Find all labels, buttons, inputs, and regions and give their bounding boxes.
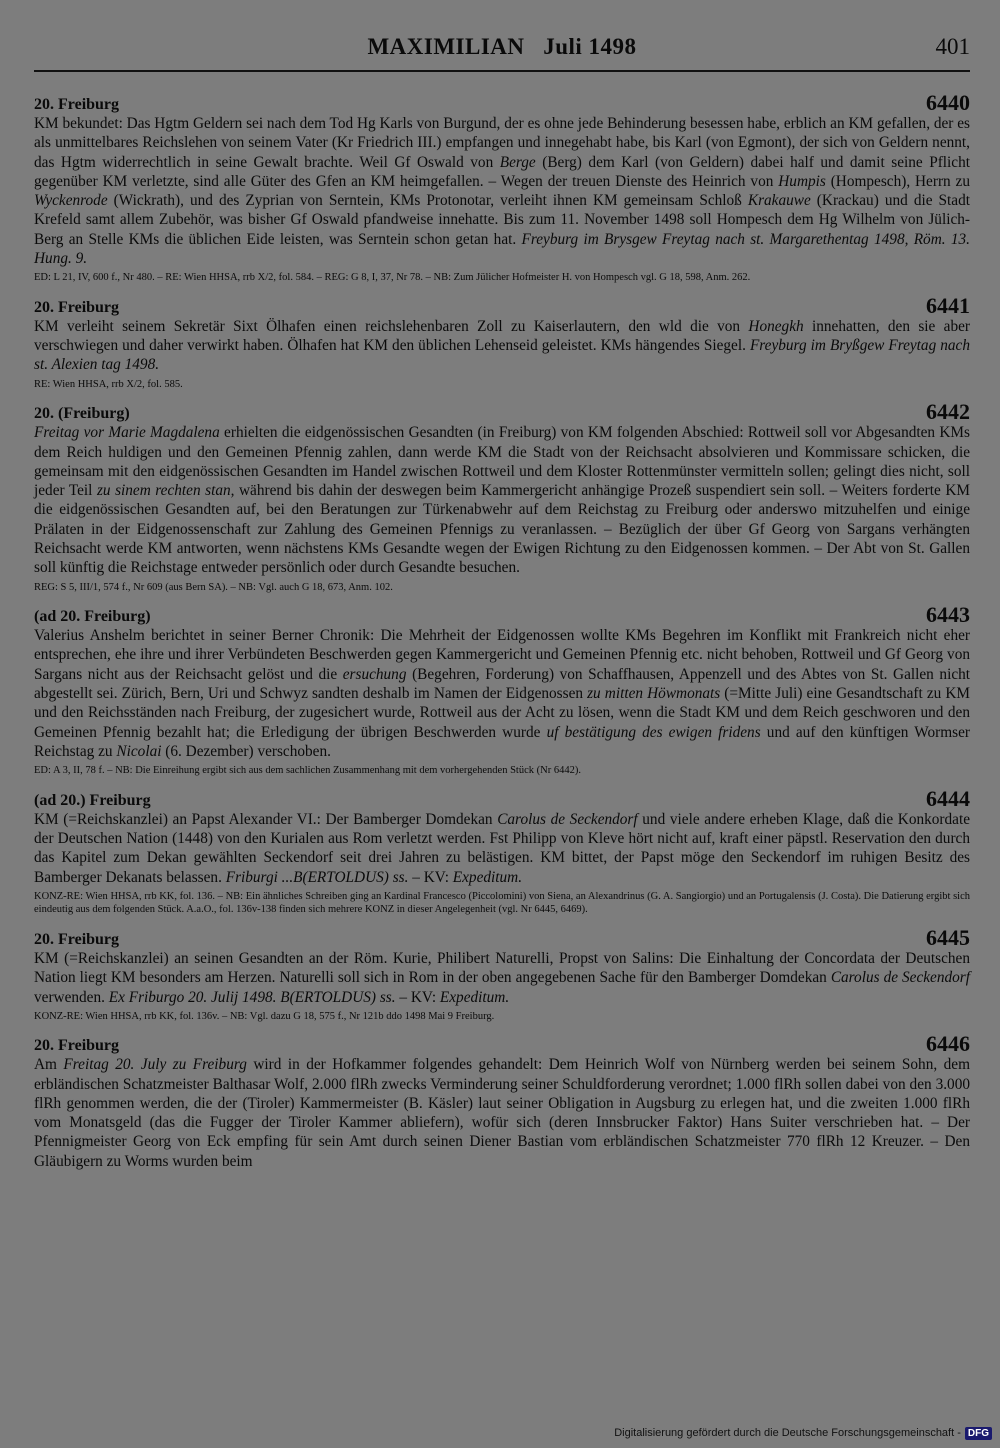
entry-6440 bbox=[34, 92, 970, 285]
running-title: MAXIMILIAN Juli 1498 bbox=[367, 34, 637, 59]
entry-heading bbox=[34, 604, 970, 626]
page-content bbox=[34, 92, 970, 1181]
entry-6444 bbox=[34, 785, 970, 917]
entry-date-place: 20. (Freiburg) bbox=[34, 405, 130, 423]
entry-source-note: ED: A 3, II, 78 f. – NB: Die Einreihung ergibt sich aus dem sachlichen Zusammenhang mit dem vorhergehenden Stück (Nr 6442). bbox=[34, 765, 581, 777]
funding-note: Digitalisierung gefördert durch die Deutsche Forschungsgemeinschaft - bbox=[614, 1427, 961, 1439]
entry-heading bbox=[34, 924, 970, 950]
entry-text: Valerius Anshelm berichtet in seiner Berner Chronik: Die Mehrheit der Eidgenossen wollte KMs Begehren im Konflikt mit Frankreich nicht eher entsprechen, ehe ihre und ihrer Verbündeten Beschwerden gegen Kammergericht und Gemeinen Pfennig etc. nicht behoben, Rottweil und Gf Georg von Sargans nicht aus der Reichsacht gelöst und die ersuchung (Begehren, Forderung) von Schaffhausen, Appenzell und des Abtes von St. Gallen nicht abgestellt sei. Zürich, Bern, Uri und Schwyz sandten deshalb im Namen der Eidgenossen zu mitten Höwmonats (=Mitte Juli) eine Gesandtschaft zu KM und den Reichsständen nach Freiburg, der zugesichert wurde, Rottweil aus der Acht zu lösen, wenn die Stadt KM und dem Reich geschworen und den Gemeinen Pfennig bezahlt hat; die Erledigung der übrigen Beschwerden wurde uf bestätigung des ewigen fridens und auf den künftigen Wormser Reichstag zu Nicolai (6. Dezember) verschoben. bbox=[34, 627, 971, 760]
entry-number: 6441 bbox=[926, 292, 970, 318]
entry-text: Freitag vor Marie Magdalena erhielten die eidgenössischen Gesandten (in Freiburg) von KM folgenden Abschied: Rottweil soll vor Abgesandten KMs dem Reich huldigen und den Gemeinen Pfennig zahlen, dann werde KM die Stadt von der Reichsacht absolvieren und Kommissare schicken, die gemeinsam mit den eidgenössischen Gesandten im Handel zwischen Rottweil und dem Kloster Rottenmünster vermitteln sollen; gelingt dies nicht, soll jeder Teil zu sinem rechten stan, während bis dahin der deswegen beim Kammergericht anhängige Prozeß suspendiert sein soll. – Weiters forderte KM die eidgenössischen Gesandten auf, bei den Beratungen zur Türkenabwehr auf dem Reichstag zu Freiburg oder anderswo mitzuhelfen und einige Prälaten in der Eidgenossenschaft zur Zahlung des Gemeinen Pfennigs zu veranlassen. – Bezüglich der über Gf Georg von Sargans verhängten Reichsacht werde KM antworten, wenn nächstens KMs Gesandte wegen der Ewigen Richtung zu den Eidgenossen kommen. – Der Abt von St. Gallen soll künftig die Reichstage entweder persönlich oder durch Gesandte besuchen. bbox=[34, 424, 971, 577]
entry-date-place: 20. Freiburg bbox=[34, 96, 120, 113]
entry-6446 bbox=[34, 1033, 970, 1171]
entry-source-note: ED: L 21, IV, 600 f., Nr 480. – RE: Wien HHSA, rrb X/2, fol. 584. – REG: G 8, I, 37, Nr 78. – NB: Zum Jülicher Hofmeister H. von Hompesch vgl. G 18, 598, Anm. 262. bbox=[34, 272, 751, 284]
entry-6443 bbox=[34, 604, 970, 778]
entry-source-note: RE: Wien HHSA, rrb X/2, fol. 585. bbox=[34, 378, 183, 390]
entry-number: 6444 bbox=[926, 785, 970, 811]
entry-6445 bbox=[34, 924, 970, 1023]
entry-heading bbox=[34, 401, 970, 423]
entry-heading bbox=[34, 785, 970, 811]
entry-date-place: (ad 20.) Freiburg bbox=[34, 791, 151, 809]
entry-date-place: 20. Freiburg bbox=[34, 930, 120, 948]
entry-date-place: 20. Freiburg bbox=[34, 298, 120, 316]
header-rule bbox=[34, 70, 970, 72]
entry-text: KM (=Reichskanzlei) an Papst Alexander VI.: Der Bamberger Domdekan Carolus de Seckendorf und viele andere erheben Klage, daß die Konkordate der Deutschen Nation (1448) von den Kurialen aus Rom verletzt werden. Fst Philipp von Kleve hört nicht auf, kraft einer päpstl. Reservation den durch das Kapitel zum Dekan gewählten Seckendorf seit drei Jahren zu belästigen. KM bittet, der Papst möge den Seckendorf im ruhigen Besitz des Bamberger Dekanats belassen. Friburgi ...B(ERTOLDUS) ss. – KV: Expeditum. bbox=[34, 810, 970, 886]
entry-6442 bbox=[34, 401, 970, 594]
entry-date-place: 20. Freiburg bbox=[34, 1037, 120, 1055]
dfg-logo: DFG bbox=[965, 1427, 992, 1440]
entry-number: 6446 bbox=[926, 1031, 970, 1057]
entry-heading bbox=[34, 1033, 970, 1055]
page-footer bbox=[614, 1424, 992, 1442]
entry-6441 bbox=[34, 292, 970, 391]
entry-text: Am Freitag 20. July zu Freiburg wird in der Hofkammer folgendes gehandelt: Dem Heinrich Wolf von Nürnberg werden bei seinem Sohn, dem erbländischen Schatzmeister Balthasar Wolf, 2.000 flRh zwecks Verminderung seiner Schuldforderung verordnet; 1.000 flRh sollen dabei von den 3.000 flRh genommen werden, die der (Tiroler) Kammermeister (B. Käsler) laut seiner Obligation in Augsburg zu erlegen hat, und die zweiten 1.000 flRh vom Monatsgeld (das die Fugger der Tiroler Kammer abliefern), wofür sich (deren Innsbrucker Faktor) Hans Suiter verschrieben hat. – Der Pfennigmeister Georg von Eck empfing für sein Amt durch seinen Diener Bastian vom erbländischen Schatzmeister 770 flRh 12 Kreuzer. – Den Gläubigern zu Worms wurden beim bbox=[34, 1056, 970, 1170]
entry-number: 6445 bbox=[926, 924, 970, 950]
page-header bbox=[34, 34, 970, 74]
entry-heading bbox=[34, 292, 970, 318]
entry-number: 6443 bbox=[926, 602, 970, 628]
entry-text: KM (=Reichskanzlei) an seinen Gesandten an der Röm. Kurie, Philibert Naturelli, Propst von Salins: Die Einhaltung der Concordata der Deutschen Nation liegt KM besonders am Herzen. Naturelli soll sich in Rom in der oben angegebenen Sache für den Bamberger Domdekan Carolus de Seckendorf verwenden. Ex Friburgo 20. Julij 1498. B(ERTOLDUS) ss. – KV: Expeditum. bbox=[34, 949, 970, 1006]
entry-number: 6442 bbox=[926, 399, 970, 425]
entry-text: KM bekundet: Das Hgtm Geldern sei nach dem Tod Hg Karls von Burgund, der es ohne jede Behinderung besessen habe, erblich an KM gefallen, der es als unmittelbares Reichslehen von seinem Vater (Kr Friedrich III.) empfangen und innegehabt habe, bis Karl (von Egmont), der sich von Geldern nennt, das Hgtm widerrechtlich in seine Gewalt brachte. Weil Gf Oswald von Berge (Berg) dem Karl (von Geldern) dabei half und damit seine Pflicht gegenüber KM verletzte, sind alle Güter des Gfen an KM heimgefallen. – Wegen der treuen Dienste des Heinrich von Humpis (Hompesch), Herrn zu Wyckenrode (Wickrath), und des Zyprian von Serntein, KMs Protonotar, verleiht ihnen KM gemeinsam Schloß Krakauwe (Krackau) und die Stadt Krefeld samt allem Zubehör, was bisher Gf Oswald pfandweise innehatte. Bis zum 11. November 1498 soll Hompesch dem Hg Wilhelm von Jülich-Berg an Stelle KMs die üblichen Eide leisten, was Serntein schon getan hat. Freyburg im Brysgew Freytag nach st. Margarethentag 1498, Röm. 13. Hung. 9. bbox=[34, 115, 971, 268]
entry-text: KM verleiht seinem Sekretär Sixt Ölhafen einen reichslehenbaren Zoll zu Kaiserlautern, den wld die von Honegkh innehatten, den sie aber verschwiegen und daher verwirkt haben. Ölhafen hat KM den üblichen Lehenseid geleistet. KMs hängendes Siegel. Freyburg im Bryßgew Freytag nach st. Alexien tag 1498. bbox=[34, 317, 970, 374]
entry-source-note: KONZ-RE: Wien HHSA, rrb KK, fol. 136v. – NB: Vgl. dazu G 18, 575 f., Nr 121b ddo 1498 Mai 9 Freiburg. bbox=[34, 1010, 495, 1022]
page-number: 401 bbox=[935, 34, 970, 59]
entry-date-place: (ad 20. Freiburg) bbox=[34, 608, 151, 626]
entry-source-note: KONZ-RE: Wien HHSA, rrb KK, fol. 136. – NB: Ein ähnliches Schreiben ging an Kardinal Francesco (Piccolomini) von Siena, an Alexandrinus (G. A. Sangiorgio) und an Portugalensis (J. Costa). Die Datierung ergibt sich eindeutig aus dem folgenden Stück. A.a.O., fol. 136v-138 finden sich mehrere KONZ in dieser Angelegenheit (vgl. Nr 6445, 6469). bbox=[34, 890, 970, 916]
entry-source-note: REG: S 5, III/1, 574 f., Nr 609 (aus Bern SA). – NB: Vgl. auch G 18, 673, Anm. 102. bbox=[34, 581, 393, 593]
entry-number: 6440 bbox=[926, 90, 970, 115]
entry-heading bbox=[34, 92, 970, 114]
